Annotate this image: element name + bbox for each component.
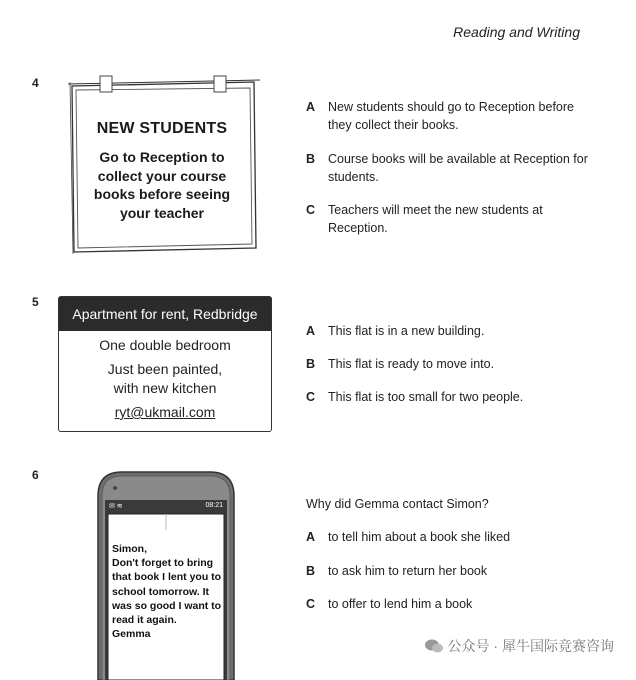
option-text: This flat is too small for two people. <box>328 390 524 404</box>
phone-message <box>96 470 236 680</box>
text-message: Simon, Don't forget to bring that book I lent you to school tomorrow. It was so good I want to read it again. Gemma <box>112 543 222 641</box>
option-letter: C <box>306 390 316 404</box>
question-number-6: 6 <box>32 468 39 482</box>
question-number-5: 5 <box>32 295 39 309</box>
option-letter: B <box>306 564 316 578</box>
option-letter: A <box>306 100 316 114</box>
tape-right <box>214 76 226 92</box>
option-text: to offer to lend him a book <box>328 597 473 611</box>
option-letter: B <box>306 152 316 166</box>
status-time: 08:21 <box>205 502 223 509</box>
option-text: New students should go to Reception before they collect their books. <box>328 100 574 132</box>
notice-sign <box>64 72 260 262</box>
camera-icon <box>113 486 117 490</box>
option-text: to ask him to return her book <box>328 564 488 578</box>
option-letter: B <box>306 357 316 371</box>
wechat-icon <box>424 639 444 653</box>
notice-title: NEW STUDENTS <box>96 120 228 137</box>
option-text: Course books will be available at Reception for students. <box>328 152 588 184</box>
tape-left <box>100 76 112 92</box>
advert-line-kitchen: with new kitchen <box>113 380 217 396</box>
option-text: to tell him about a book she liked <box>328 530 511 544</box>
notice-body: Go to Reception to collect your course books before seeing your teacher <box>93 149 231 221</box>
question-number-4: 4 <box>32 76 39 90</box>
rental-advert <box>58 296 272 432</box>
phone-status-bar <box>105 501 227 513</box>
watermark-text: 公众号 · 犀牛国际竞赛咨询 <box>447 638 614 654</box>
option-letter: C <box>306 597 316 611</box>
page-header: Reading and Writing <box>453 24 580 40</box>
option-text: This flat is in a new building. <box>328 324 485 338</box>
option-text: This flat is ready to move into. <box>328 357 495 371</box>
option-letter: C <box>306 203 316 217</box>
option-letter: A <box>306 530 316 544</box>
advert-email: ryt@ukmail.com <box>114 404 216 420</box>
advert-heading: Apartment for rent, Redbridge <box>59 297 271 331</box>
option-letter: A <box>306 324 316 338</box>
watermark <box>424 636 614 656</box>
advert-line-bedroom: One double bedroom <box>99 337 231 353</box>
status-icons: ✉ ≋ <box>109 503 123 510</box>
advert-line-painted: Just been painted, <box>107 361 223 377</box>
option-text: Teachers will meet the new students at Reception. <box>328 203 543 235</box>
q6-question: Why did Gemma contact Simon? <box>306 497 489 511</box>
